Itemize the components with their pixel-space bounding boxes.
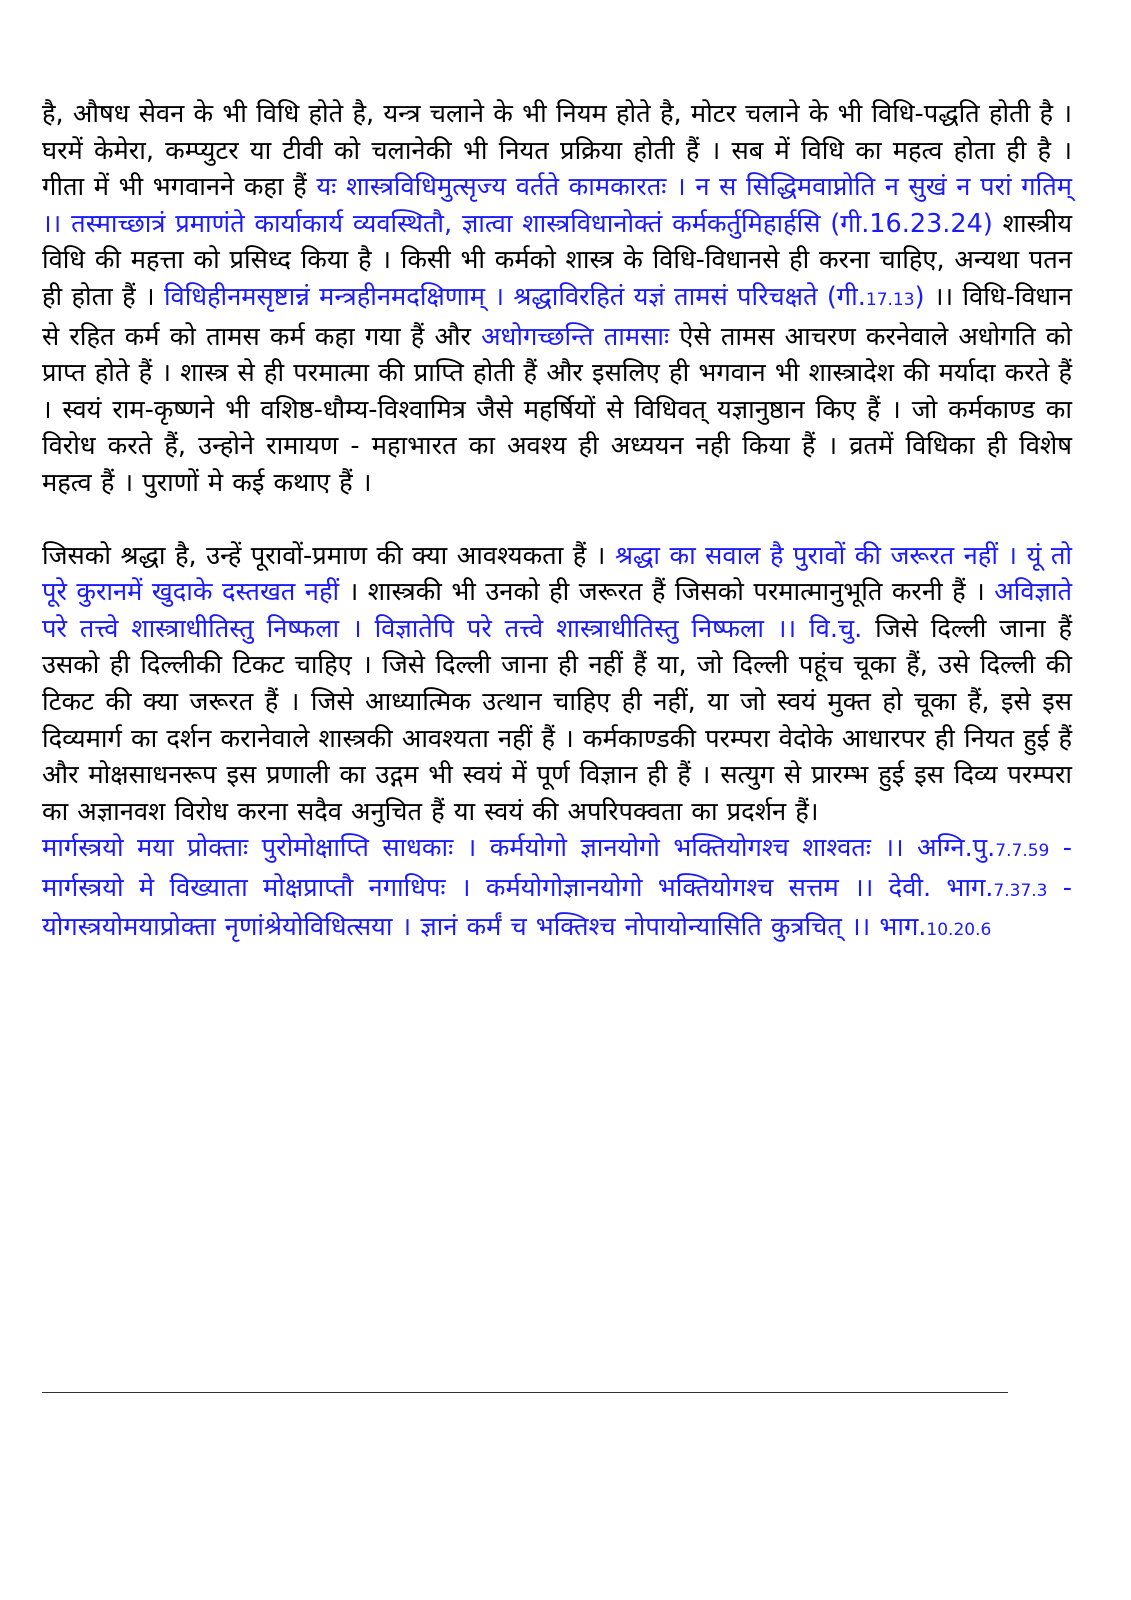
quote-adhogachhanti: अधोगच्छन्ति तामसाः	[481, 321, 670, 352]
text-segment: जिसे दिल्ली जाना हैं उसको ही दिल्लीकी टिकट चाहिए । जिसे दिल्ली जाना ही नहीं हैं या, जो दिल्ली पहूंच चूका हैं, उसे दिल्ली की टिकट की क्या जरूरत हैं । जिसे आध्यात्मिक उत्थान चाहिए ही नहीं, या जो स्वयं मुक्त हो चूका हैं, इसे इस दिव्यमार्ग का दर्शन करानेवाले शास्त्रकी आवश्यता नहीं हैं । कर्मकाण्डकी परम्परा वेदोके आधारपर ही नियत हुई हैं और मोक्षसाधनरूप इस प्रणाली का उद्गम भी स्वयं में पूर्ण विज्ञान ही हैं । सत्युग से प्रारम्भ हुई इस दिव्य परम्परा का अज्ञानवश विरोध करना सदैव अनुचित हैं या स्वयं की अपरिपक्वता का प्रदर्शन हैं।	[42, 613, 1072, 827]
text-segment: । शास्त्रकी भी उनको ही जरूरत हैं जिसको परमात्मानुभूति करनी हैं ।	[339, 577, 995, 608]
verse-reference: 7.7.59	[995, 841, 1050, 862]
document-body	[42, 96, 1072, 949]
paragraph-faith-and-scripture	[42, 538, 1072, 831]
verse-reference: 17.13	[865, 289, 915, 310]
text-segment: जिसको श्रद्धा है, उन्हें पूरावों-प्रमाण की क्या आवश्यकता हैं ।	[42, 540, 615, 571]
text-segment: शास्त्रीय विधि की महत्ता को प्रसिध्द किया है । किसी भी कर्मको शास्त्र के विधि-विधानसे ही करना चाहिए, अन्यथा पतन ही होता हैं ।	[42, 208, 1072, 312]
gita-quote-17-13	[164, 282, 925, 312]
quote-bhagavata: - योगस्त्रयोमयाप्रोक्ता नृणांश्रेयोविधित्सया । ज्ञानं कर्मं च भक्तिश्च नोपायोन्यासिति कुत्रचित् ।। भाग.	[42, 872, 1072, 943]
quote-agni-purana: मार्गस्त्रयो मया प्रोक्ताः पुरोमोक्षाप्ति साधकाः । कर्मयोगो ज्ञानयोगो भक्तियोगश्च शाश्वतः ।। अग्नि.पु.	[42, 833, 996, 864]
verse-reference: 7.37.3	[993, 880, 1048, 901]
gita-quote-16-23-24: यः शास्त्रविधिमुत्सृज्य वर्तते कामकारतः । न स सिद्धिमवाप्नोति न सुखं न परां गतिम् ।। तस्माच्छात्रं प्रमाणंते कार्याकार्य व्यवस्थितौ, ज्ञात्वा शास्त्रविधानोक्तं कर्मकर्तुमिहार्हसि (गी.16.23.24)	[42, 172, 1072, 239]
quote-vivekachudamani: अविज्ञाते परे तत्त्वे शास्त्राधीतिस्तु निष्फला । विज्ञातेपि परे तत्त्वे शास्त्राधीतिस्तु निष्फला ।। वि.चु.	[42, 577, 1072, 644]
text-segment: है, औषध सेवन के भी विधि होते है, यन्त्र चलाने के भी नियम होते है, मोटर चलाने के भी विधि-पद्धति होती है । घरमें केमेरा, कम्प्युटर या टीवी को चलानेकी भी नियत प्रक्रिया होती हैं । सब में विधि का महत्व होता ही है । गीता में भी भगवानने कहा हैं	[42, 99, 1072, 203]
quote-devi-bhagavata: - मार्गस्त्रयो मे विख्याता मोक्षप्राप्तौ नगाधिपः । कर्मयोगोज्ञानयोगो भक्तियोगश्च सत्तम ।। देवी. भाग.	[42, 833, 1073, 903]
quote-close: )	[914, 281, 925, 312]
verse-reference: 10.20.6	[926, 920, 992, 941]
text-segment: ।। विधि-विधान से रहित कर्म को तामस कर्म कहा गया हैं और	[42, 281, 1072, 352]
paragraph-ritual-importance	[42, 96, 1072, 502]
quote-faith-proof: श्रद्धा का सवाल है पुरावों की जरूरत नहीं । यूं तो पूरे कुरानमें खुदाके दस्तखत नहीं	[42, 540, 1072, 608]
paragraph-three-paths-quotes	[42, 830, 1072, 949]
text-segment: ऐसे तामस आचरण करनेवाले अधोगति को प्राप्त होते हैं । शास्त्र से ही परमात्मा की प्राप्ति होती हैं और इसलिए ही भगवान भी शास्त्रादेश की मर्यादा करते हैं । स्वयं राम-कृष्णने भी वशिष्ठ-धौम्य-विश्वामित्र जैसे महर्षियों से विधिवत् यज्ञानुष्ठान किए हैं । जो कर्मकाण्ड का विरोध करते हैं, उन्होने रामायण - महाभारत का अवश्य ही अध्ययन नही किया हैं । व्रतमें विधिका ही विशेष महत्व हैं । पुराणों मे कई कथाए हैं ।	[42, 321, 1072, 498]
footnote-divider	[42, 1392, 1008, 1393]
quote-text: विधिहीनमसृष्टान्नं मन्त्रहीनमदक्षिणाम् । श्रद्धाविरहितं यज्ञं तामसं परिचक्षते (गी.	[163, 281, 866, 312]
